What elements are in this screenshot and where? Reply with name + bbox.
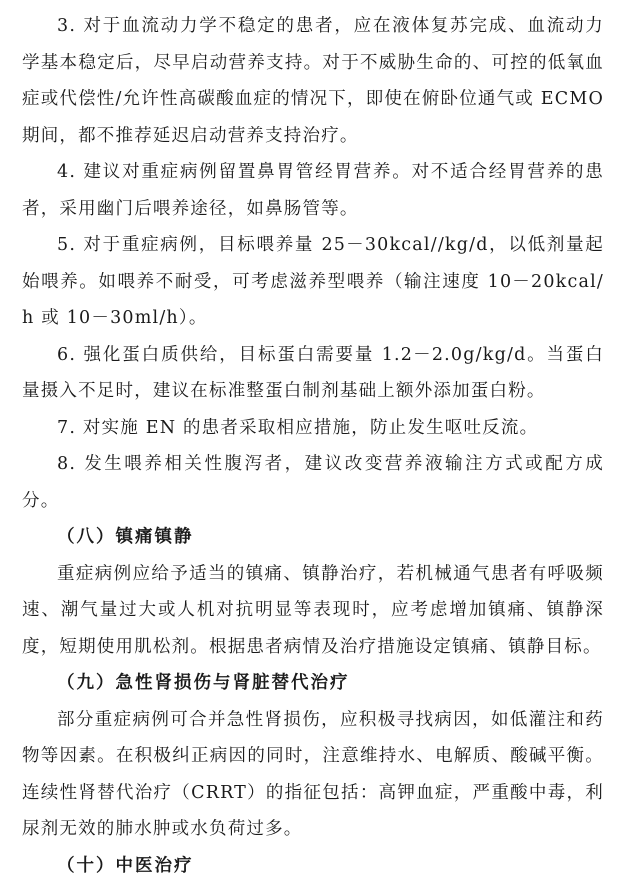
paragraph-item-6: 6. 强化蛋白质供给，目标蛋白需要量 1.2－2.0g/kg/d。当蛋白量摄入不足时，建议在标准整蛋白制剂基础上额外添加蛋白粉。: [22, 337, 604, 410]
paragraph-item-5: 5. 对于重症病例，目标喂养量 25－30kcal//kg/d，以低剂量起始喂养。如喂养不耐受，可考虑滋养型喂养（输注速度 10－20kcal/h 或 10－30ml/h）。: [22, 227, 604, 337]
section-heading-sedation: （八）镇痛镇静: [22, 519, 604, 556]
paragraph-item-7: 7. 对实施 EN 的患者采取相应措施，防止发生呕吐反流。: [22, 410, 604, 447]
section-heading-kidney: （九）急性肾损伤与肾脏替代治疗: [22, 665, 604, 702]
section-body-sedation: 重症病例应给予适当的镇痛、镇静治疗，若机械通气患者有呼吸频速、潮气量过大或人机对抗明显等表现时，应考虑增加镇痛、镇静深度，短期使用肌松剂。根据患者病情及治疗措施设定镇痛、镇静目标。: [22, 556, 604, 666]
paragraph-item-4: 4. 建议对重症病例留置鼻胃管经胃营养。对不适合经胃营养的患者，采用幽门后喂养途径，如鼻肠管等。: [22, 154, 604, 227]
paragraph-item-3: 3. 对于血流动力学不稳定的患者，应在液体复苏完成、血流动力学基本稳定后，尽早启动营养支持。对于不威胁生命的、可控的低氧血症或代偿性/允许性高碳酸血症的情况下，即使在俯卧位通气或 ECMO 期间，都不推荐延迟启动营养支持治疗。: [22, 8, 604, 154]
section-heading-tcm: （十）中医治疗: [22, 848, 604, 884]
section-body-kidney: 部分重症病例可合并急性肾损伤，应积极寻找病因，如低灌注和药物等因素。在积极纠正病因的同时，注意维持水、电解质、酸碱平衡。连续性肾替代治疗（CRRT）的指征包括：高钾血症，严重酸中毒，利尿剂无效的肺水肿或水负荷过多。: [22, 702, 604, 848]
paragraph-item-8: 8. 发生喂养相关性腹泻者，建议改变营养液输注方式或配方成分。: [22, 446, 604, 519]
